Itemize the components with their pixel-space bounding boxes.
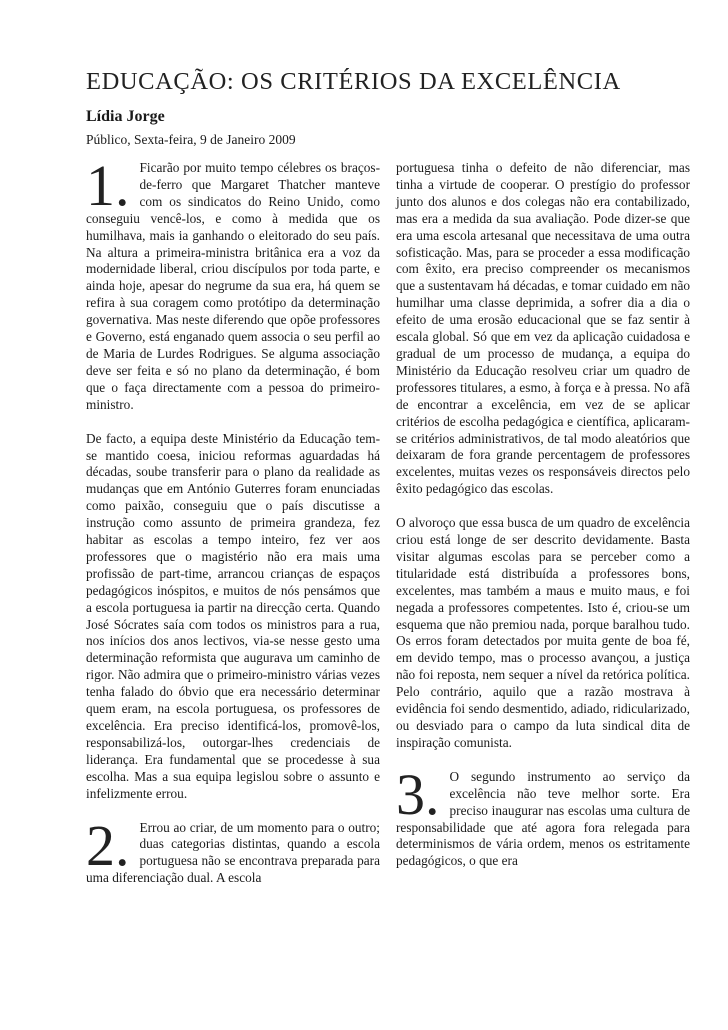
drop-cap-2: 2. xyxy=(86,812,130,878)
drop-cap-1: 1. xyxy=(86,153,130,218)
article-title: EDUCAÇÃO: OS CRITÉRIOS DA EXCELÊNCIA xyxy=(86,68,621,95)
paragraph-3-text: Errou ao criar, de um momento para o outro; duas categorias distintas, quando a escola portuguesa não se encontrava preparada para uma diferenciação dual. A escola xyxy=(86,819,380,886)
drop-cap-3: 3. xyxy=(396,761,440,827)
article-author: Lídia Jorge xyxy=(86,108,165,125)
paragraph-5: O alvoroço que essa busca de um quadro de excelência criou está longe de ser descrito devidamente. Basta visitar algumas escolas para se perceber como a titularidade está distribuída a professores bons, excelentes, mas também a maus e muito maus, e foi negada a professores competentes. Isto é, criou-se um esquema que não premiou nada, porque baralhou tudo. Os erros foram detectados por muita gente de boa fé, em devido tempo, mas o processo avançou, a justiça não foi reposta, nem sequer a nível da retórica política. Pelo contrário, aquilo que a razão mostrava à evidência foi sendo desmentido, adiado, ridicularizado, ou desviado para o campo da luta sindical dita de inspiração comunista. xyxy=(396,515,690,750)
paragraph-6 xyxy=(396,761,690,870)
article-source: Público, Sexta-feira, 9 de Janeiro 2009 xyxy=(86,132,296,147)
paragraph-3 xyxy=(86,812,380,888)
paragraph-1 xyxy=(86,153,380,414)
paragraph-2: De facto, a equipa deste Ministério da Educação tem-se mantido coesa, iniciou reformas aguardadas há décadas, soube transferir para o plano da realidade as mudanças que em António Guterres foram enunciadas como paixão, conseguiu que o país discutisse a instrução como assunto de primeira grandeza, fez habitar as escolas a tempo inteiro, fez ver aos professores que o magistério não era mais uma profissão de part-time, arrancou crianças de espaços pedagógicos inóspitos, e muitos de nós pensámos que a escola portuguesa ia partir na direcção certa. Quando José Sócrates saía com todos os ministros para a rua, nos inícios dos anos lectivos, via-se nesse gesto uma determinação reformista que augurava um caminho de rigor. Não admira que o primeiro-ministro várias vezes tenha falado do óbvio que era necessário determinar quem eram, na escola portuguesa, os professores de excelência. Era preciso identificá-los, promovê-los, responsabilizá-los, outorgar-lhes credenciais de liderança. Era fundamental que se procedesse à sua escolha. Mas a sua equipa legislou sobre o assunto e infelizmente errou. xyxy=(86,430,380,801)
right-column xyxy=(396,160,690,887)
left-column xyxy=(86,153,380,904)
article-page xyxy=(86,0,708,1030)
paragraph-1-text: Ficarão por muito tempo célebres os braços-de-ferro que Margaret Thatcher manteve com os sindicatos do Reino Unido, como conseguiu vencê-los, e como à medida que os humilhava, mais ia ganhando o eleitorado do seu país. Na altura a primeira-ministra britânica era a voz da modernidade liberal, criou discípulos por toda parte, e ainda hoje, apesar do negrume da sua era, há quem se refira à sua coragem como protótipo da determinação governativa. Mas neste diferendo que opõe professores e Governo, está enganado quem associa o seu perfil ao de Maria de Lurdes Rodrigues. Se alguma associação deve ser feita e só no plano da determinação, é bom que o faça directamente com a pessoa do primeiro-ministro. xyxy=(86,160,380,412)
paragraph-6-text: O segundo instrumento ao serviço da excelência não teve melhor sorte. Era preciso inaugurar nas escolas uma cultura de responsabilidade que até agora fora relegada para determinismos de vária ordem, menos os estritamente pedagógicos, o que era xyxy=(396,768,690,869)
paragraph-4: portuguesa tinha o defeito de não diferenciar, mas tinha a virtude de cooperar. O prestígio do professor junto dos alunos e dos colegas não era contabilizado, mas era a medida da sua avaliação. Pode dizer-se que era uma escola artesanal que necessitava de uma outra sofisticação. Mas, para se proceder a essa modificação com êxito, era preciso compreender os mecanismos que a sustentavam há décadas, e tomar cuidado em não humilhar uma classe deprimida, a sofrer dia a dia o efeito de uma erosão educacional que se faz sentir à escala global. Só que em vez da aplicação cuidadosa e gradual de um processo de mudança, a equipa do Ministério da Educação resolveu criar um quadro de professores titulares, a esmo, à força e à pressa. No afã de encontrar a excelência, em vez de se aplicar critérios de escolha pedagógica e científica, aplicaram-se critérios administrativos, de tal modo aleatórios que deixaram de fora grande percentagem de professores excelentes, muitas vezes os responsáveis directos pelo êxito pedagógico das escolas. xyxy=(396,160,690,497)
